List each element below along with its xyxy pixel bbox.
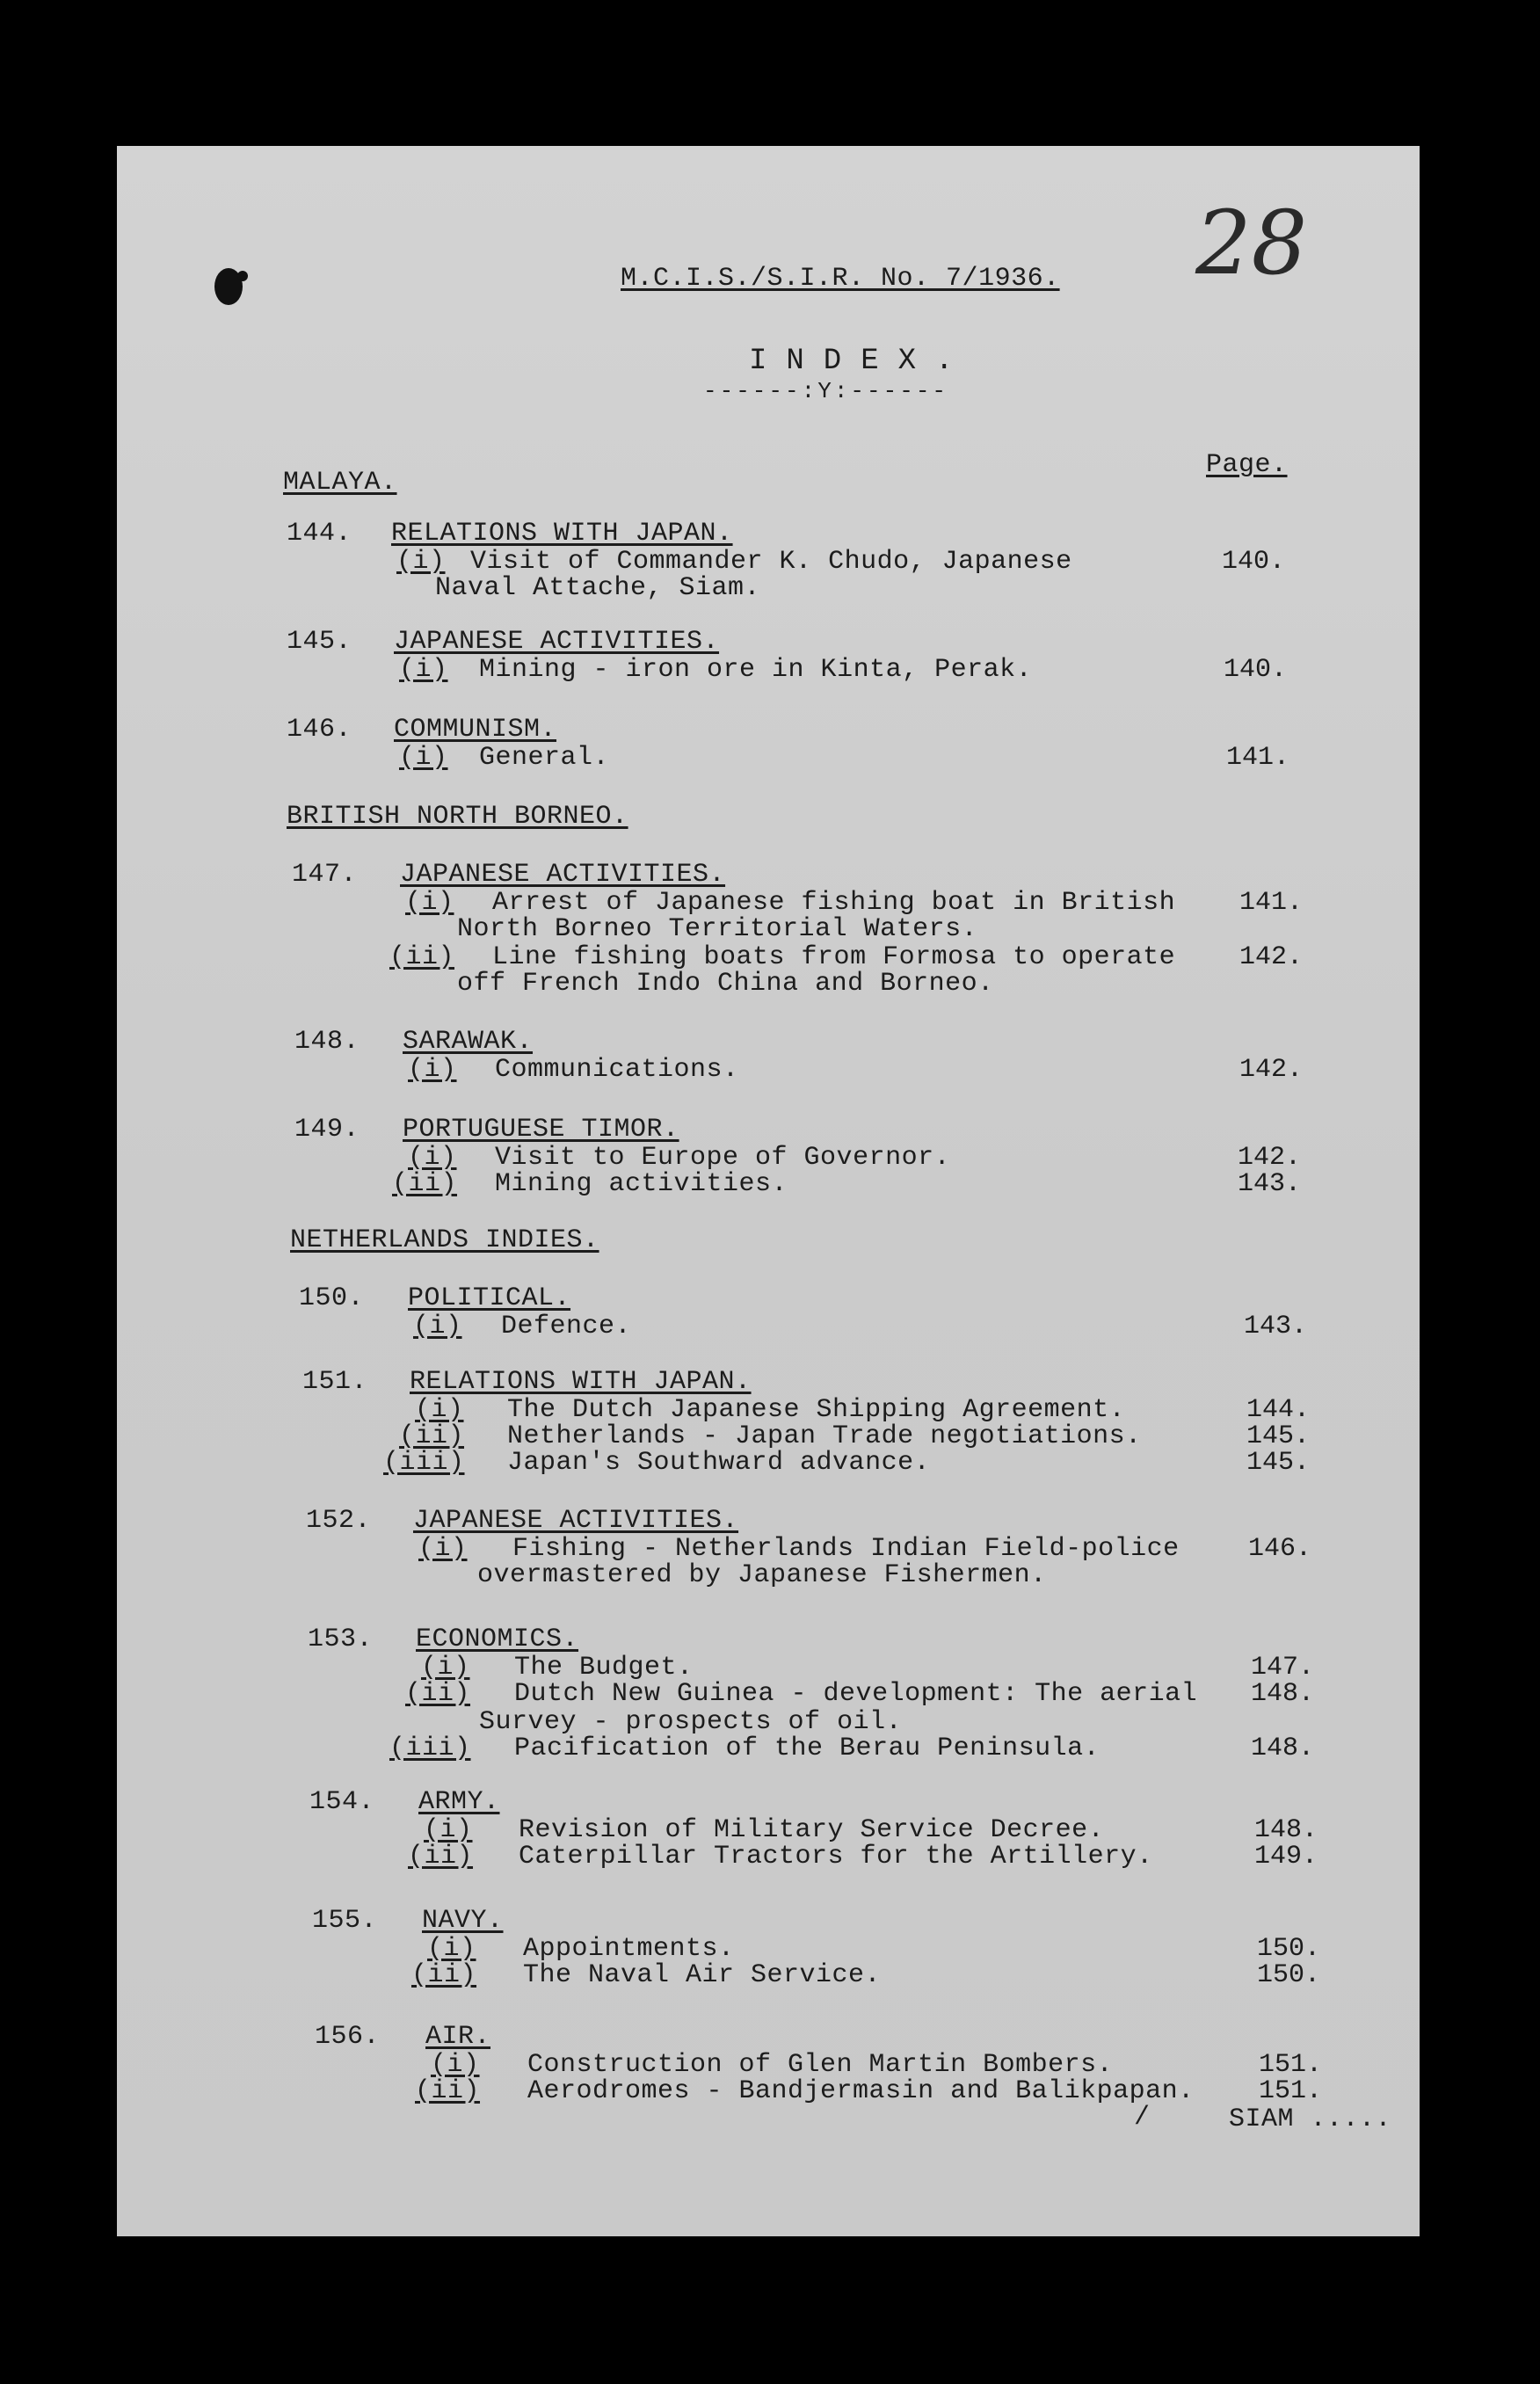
item-numeral: (i)	[413, 1312, 462, 1341]
item-numeral: (i)	[431, 2050, 480, 2080]
slash-mark: /	[1134, 2103, 1151, 2133]
item-text: Japan's Southward advance.	[507, 1448, 931, 1478]
item-text: The Dutch Japanese Shipping Agreement.	[507, 1395, 1126, 1425]
page-column-header: Page.	[1206, 450, 1288, 480]
page-reference: 145.	[1246, 1421, 1311, 1451]
item-numeral: (ii)	[399, 1421, 465, 1451]
item-text: Arrest of Japanese fishing boat in British	[492, 888, 1176, 918]
item-numeral: (ii)	[415, 2076, 481, 2106]
item-text: Pacification of the Berau Peninsula.	[514, 1733, 1101, 1763]
catchword: SIAM .....	[1229, 2104, 1392, 2134]
item-text: Dutch New Guinea - development: The aerial	[514, 1679, 1198, 1709]
item-numeral: (i)	[405, 888, 454, 918]
entry-number: 147.	[292, 860, 358, 890]
entry-title: ECONOMICS.	[416, 1624, 579, 1654]
item-numeral: (i)	[396, 547, 446, 577]
item-text: Line fishing boats from Formosa to operate	[492, 942, 1176, 972]
page-reference: 142.	[1238, 1143, 1302, 1173]
entry-number: 144.	[287, 519, 352, 549]
entry-number: 146.	[287, 715, 352, 745]
page-reference: 146.	[1248, 1534, 1312, 1564]
item-numeral: (i)	[415, 1395, 464, 1425]
item-text: The Naval Air Service.	[523, 1960, 882, 1990]
entry-title: SARAWAK.	[403, 1027, 534, 1057]
entry-title: NAVY.	[422, 1906, 504, 1936]
item-numeral: (ii)	[405, 1679, 471, 1709]
item-numeral: (i)	[424, 1815, 473, 1845]
page-reference: 150.	[1257, 1934, 1321, 1964]
page-reference: 149.	[1254, 1842, 1318, 1872]
item-text: Caterpillar Tractors for the Artillery.	[519, 1842, 1153, 1872]
entry-number: 145.	[287, 627, 352, 657]
item-text: Visit to Europe of Governor.	[495, 1143, 951, 1173]
entry-title: COMMUNISM.	[394, 715, 557, 745]
page-reference: 142.	[1239, 942, 1304, 972]
entry-title: JAPANESE ACTIVITIES.	[394, 627, 720, 657]
item-numeral: (i)	[399, 743, 448, 773]
item-text: Aerodromes - Bandjermasin and Balikpapan.	[527, 2076, 1195, 2106]
section-heading: NETHERLANDS INDIES.	[290, 1225, 599, 1255]
entry-title: POLITICAL.	[408, 1283, 571, 1313]
page-reference: 147.	[1251, 1653, 1315, 1683]
entry-number: 152.	[306, 1506, 372, 1536]
page-reference: 142.	[1239, 1055, 1304, 1085]
item-text: Naval Attache, Siam.	[435, 573, 761, 603]
page-reference: 143.	[1238, 1169, 1302, 1199]
item-numeral: (i)	[427, 1934, 476, 1964]
page-reference: 140.	[1222, 547, 1286, 577]
item-numeral: (i)	[421, 1653, 470, 1683]
item-text: Revision of Military Service Decree.	[519, 1815, 1105, 1845]
page-reference: 145.	[1246, 1448, 1311, 1478]
page-reference: 150.	[1257, 1960, 1321, 1990]
title-rule: ------:Y:------	[703, 378, 949, 404]
item-numeral: (ii)	[408, 1842, 474, 1872]
item-numeral: (i)	[418, 1534, 468, 1564]
page-reference: 143.	[1244, 1312, 1308, 1341]
entry-number: 148.	[294, 1027, 360, 1057]
entry-title: JAPANESE ACTIVITIES.	[413, 1506, 739, 1536]
item-text: Construction of Glen Martin Bombers.	[527, 2050, 1114, 2080]
item-text: off French Indo China and Borneo.	[457, 969, 994, 999]
entry-title: PORTUGUESE TIMOR.	[403, 1115, 679, 1145]
page-reference: 144.	[1246, 1395, 1311, 1425]
entry-title: RELATIONS WITH JAPAN.	[391, 519, 733, 549]
item-text: Netherlands - Japan Trade negotiations.	[507, 1421, 1142, 1451]
entry-title: ARMY.	[418, 1787, 500, 1817]
ink-blot	[237, 271, 248, 281]
entry-number: 151.	[302, 1367, 368, 1397]
index-title: INDEX.	[749, 345, 973, 378]
page-reference: 148.	[1251, 1679, 1315, 1709]
entry-number: 153.	[308, 1624, 374, 1654]
entry-title: JAPANESE ACTIVITIES.	[400, 860, 726, 890]
item-text: General.	[479, 743, 610, 773]
entry-number: 150.	[299, 1283, 365, 1313]
entry-number: 154.	[309, 1787, 375, 1817]
entry-number: 155.	[312, 1906, 378, 1936]
item-numeral: (i)	[399, 655, 448, 685]
item-numeral: (iii)	[389, 1733, 471, 1763]
item-text: Defence.	[501, 1312, 632, 1341]
page-reference: 140.	[1224, 655, 1288, 685]
document-reference: M.C.I.S./S.I.R. No. 7/1936.	[621, 264, 1060, 294]
item-numeral: (ii)	[389, 942, 455, 972]
item-numeral: (ii)	[411, 1960, 477, 1990]
item-text: North Borneo Territorial Waters.	[457, 914, 978, 944]
item-text: Fishing - Netherlands Indian Field-police	[512, 1534, 1180, 1564]
item-text: Visit of Commander K. Chudo, Japanese	[470, 547, 1072, 577]
page-reference: 151.	[1259, 2050, 1323, 2080]
folio-number: 28	[1195, 192, 1308, 294]
item-text: Appointments.	[523, 1934, 735, 1964]
entry-title: RELATIONS WITH JAPAN.	[410, 1367, 752, 1397]
item-numeral: (i)	[408, 1143, 457, 1173]
page-reference: 141.	[1226, 743, 1290, 773]
item-text: Survey - prospects of oil.	[479, 1707, 903, 1737]
entry-number: 149.	[294, 1115, 360, 1145]
item-text: overmastered by Japanese Fishermen.	[477, 1560, 1047, 1590]
section-heading: BRITISH NORTH BORNEO.	[287, 802, 628, 832]
item-text: Communications.	[495, 1055, 739, 1085]
entry-number: 156.	[315, 2022, 381, 2052]
item-numeral: (i)	[408, 1055, 457, 1085]
item-text: Mining - iron ore in Kinta, Perak.	[479, 655, 1033, 685]
entry-title: AIR.	[425, 2022, 491, 2052]
page-reference: 148.	[1251, 1733, 1315, 1763]
page-reference: 151.	[1259, 2076, 1323, 2106]
page-reference: 141.	[1239, 888, 1304, 918]
item-text: The Budget.	[514, 1653, 694, 1683]
page-reference: 148.	[1254, 1815, 1318, 1845]
item-numeral: (iii)	[383, 1448, 465, 1478]
item-numeral: (ii)	[392, 1169, 458, 1199]
item-text: Mining activities.	[495, 1169, 788, 1199]
section-heading: MALAYA.	[283, 468, 397, 498]
